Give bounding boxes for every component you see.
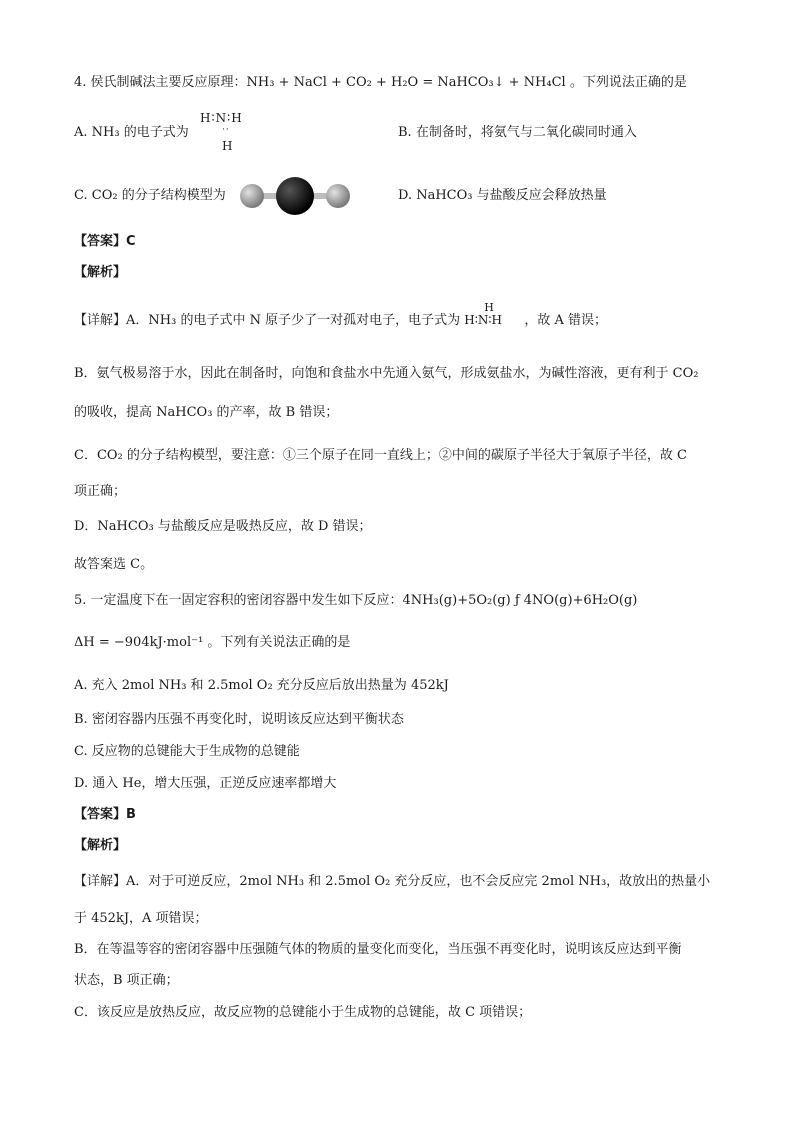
q4-option-c: C. CO₂ 的分子结构模型为 [74,188,226,203]
q5-stem-line2: ΔH = −904kJ·mol⁻¹ 。下列有关说法正确的是 [74,635,351,650]
nh3-correct-formula-top: H [484,301,494,314]
q5-answer: 【答案】B [74,807,136,822]
q4-conclusion: 故答案选 C。 [74,557,154,572]
q5-detail-a-line1: 【详解】A．对于可逆反应，2mol NH₃ 和 2.5mol O₂ 充分反应，也不会反应完 2mol NH₃，故放出的热量小 [74,874,711,889]
co2-oxygen-atom-right [326,184,350,208]
q5-stem-line1: 5. 一定温度下在一固定容积的密闭容器中发生如下反应：4NH₃(g)+5O₂(g) ƒ 4NO(g)+6H₂O(g) [74,593,638,608]
co2-oxygen-atom-left [240,184,264,208]
q5-detail-a-line2: 于 452kJ，A 项错误； [74,911,208,926]
q4-detail-c-line1: C．CO₂ 的分子结构模型，要注意：①三个原子在同一直线上；②中间的碳原子半径大于氧原子半径，故 C [74,448,687,463]
q5-option-c: C. 反应物的总键能大于生成物的总键能 [74,744,300,759]
co2-ball-model-image [232,174,358,218]
nh3-electron-formula-dots: ·· [222,125,230,135]
q4-analysis-label: 【解析】 [74,265,127,280]
q4-stem: 4. 侯氏制碱法主要反应原理：NH₃ + NaCl + CO₂ + H₂O = NaHCO₃↓ + NH₄Cl 。下列说法正确的是 [74,75,687,90]
q4-option-a: A. NH₃ 的电子式为 [74,125,189,140]
q5-analysis-label: 【解析】 [74,838,127,853]
nh3-correct-formula-mid: H∶N∶H [464,313,502,327]
q4-option-d: D. NaHCO₃ 与盐酸反应会释放热量 [398,188,607,203]
nh3-electron-formula-bottom: H [222,139,234,153]
q5-option-d: D. 通入 He，增大压强，正逆反应速率都增大 [74,776,337,791]
nh3-correct-formula [464,301,520,330]
q4-detail-d: D．NaHCO₃ 与盐酸反应是吸热反应，故 D 错误； [74,519,372,534]
q4-answer: 【答案】C [74,234,136,249]
co2-carbon-atom [276,177,314,215]
q5-detail-b-line2: 状态，B 项正确； [74,973,179,988]
q5-option-b: B. 密闭容器内压强不再变化时，说明该反应达到平衡状态 [74,712,404,727]
q4-option-b: B. 在制备时，将氨气与二氧化碳同时通入 [398,125,637,140]
q4-detail-b-line2: 的吸收，提高 NaHCO₃ 的产率，故 B 错误； [74,405,339,420]
q5-option-a: A. 充入 2mol NH₃ 和 2.5mol O₂ 充分反应后放出热量为 452kJ [74,678,449,693]
q4-detail-c-line2: 项正确； [74,484,127,499]
q5-detail-b-line1: B．在等温等容的密闭容器中压强随气体的物质的量变化而变化，当压强不再变化时，说明该反应达到平衡 [74,942,682,957]
nh3-electron-formula-top: H∶N∶H [200,111,243,125]
q5-detail-c: C．该反应是放热反应，故反应物的总键能小于生成物的总键能，故 C 项错误； [74,1005,532,1020]
q4-detail-b-line1: B．氨气极易溶于水，因此在制备时，向饱和食盐水中先通入氨气，形成氨盐水，为碱性溶液，更有利于 CO₂ [74,366,699,381]
q4-detail-a-text: 【详解】A．NH₃ 的电子式中 N 原子少了一对孤对电子，电子式为 [74,313,461,328]
q4-detail-a [74,301,608,330]
q4-detail-a-end: ，故 A 错误； [524,313,608,328]
